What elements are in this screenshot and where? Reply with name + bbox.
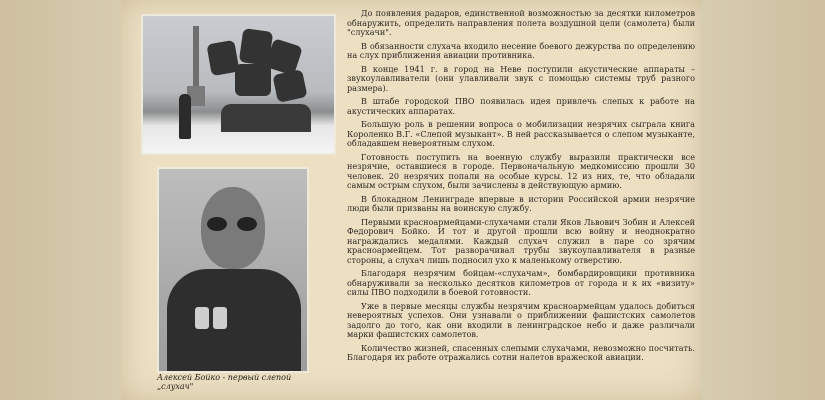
medal-icon xyxy=(195,307,209,329)
paragraph: Уже в первые месяцы службы незрячим красноармейцам удалось добиться невероятных успехов. Они узнавали о приближении фашистских самолетов задолго до того, как они входили в ленинградское небо и даже различали марки фашистских самолетов. xyxy=(347,300,695,339)
paragraph: Первыми красноармейцами-слухачами стали Яков Львович Зобин и Алексей Федорович Бойко. И тот и другой прошли всю войну и неоднократно награждались медалями. Каждый слухач служил в паре со зрячим красноармейцем. Тот разворачивал трубы звукоулавливателя в разные стороны, а слухач лишь подносил ухо к маленькому отверстию. xyxy=(347,216,695,265)
paragraph: В штабе городской ПВО появилась идея привлечь слепых к работе на акустических аппаратах. xyxy=(347,96,695,116)
paragraph: Количество жизней, спасенных слепыми слухачами, невозможно посчитать. Благодаря их работе отражались сотни налетов вражеской авиации. xyxy=(347,342,695,362)
soldier-figure xyxy=(179,94,191,139)
paragraph: Готовность поступить на военную службу выразили практически все незрячие, оставшиеся в городе. Первоначальную медкомиссию прошли 30 человек. 20 незрячих попали на особые курсы. 12 из них, те, что обладали самым острым слухом, были зачислены в действующую армию. xyxy=(347,151,695,190)
soldiers-group xyxy=(221,104,311,132)
paragraph: В конце 1941 г. в город на Неве поступили акустические аппараты – звукоулавливатели (они улавливали звук с помощью системы труб разного размера). xyxy=(347,63,695,93)
paragraph: Благодаря незрячим бойцам-«слухачам», бомбардировщики противника обнаруживали за несколько десятков километров от города и к их «визиту» силы ПВО подходили в боевой готовности. xyxy=(347,268,695,297)
tunic-shape xyxy=(167,269,301,373)
photo-portrait xyxy=(157,167,309,373)
medal-icon xyxy=(213,307,227,329)
cathedral-spire-shape xyxy=(193,26,199,101)
paragraph: Большую роль в решении вопроса о мобилизации незрячих сыграла книга Короленко В.Г. «Слепой музыкант». В ней рассказывается о слепом музыканте, обладавшем невероятным слухом. xyxy=(347,119,695,148)
paragraph: В обязанности слухача входило несение боевого дежурства по определению на слух приближения авиации противника. xyxy=(347,40,695,60)
photo-caption: Алексей Бойко - первый слепой „слухач" xyxy=(157,373,292,391)
photo-sound-locator xyxy=(141,14,336,155)
paragraph: В блокадном Ленинграде впервые в истории Российской армии незрячие люди были призваны на воинскую службу. xyxy=(347,193,695,213)
paragraph: До появления радаров, единственной возможностью за десятки километров обнаружить, определить направления полета воздушной цели (самолета) были "слухачи". xyxy=(347,8,695,37)
dark-glasses xyxy=(207,217,261,231)
sound-locator-apparatus xyxy=(205,24,315,116)
left-edge xyxy=(0,0,121,400)
right-edge xyxy=(701,0,825,400)
article-text xyxy=(347,9,695,367)
